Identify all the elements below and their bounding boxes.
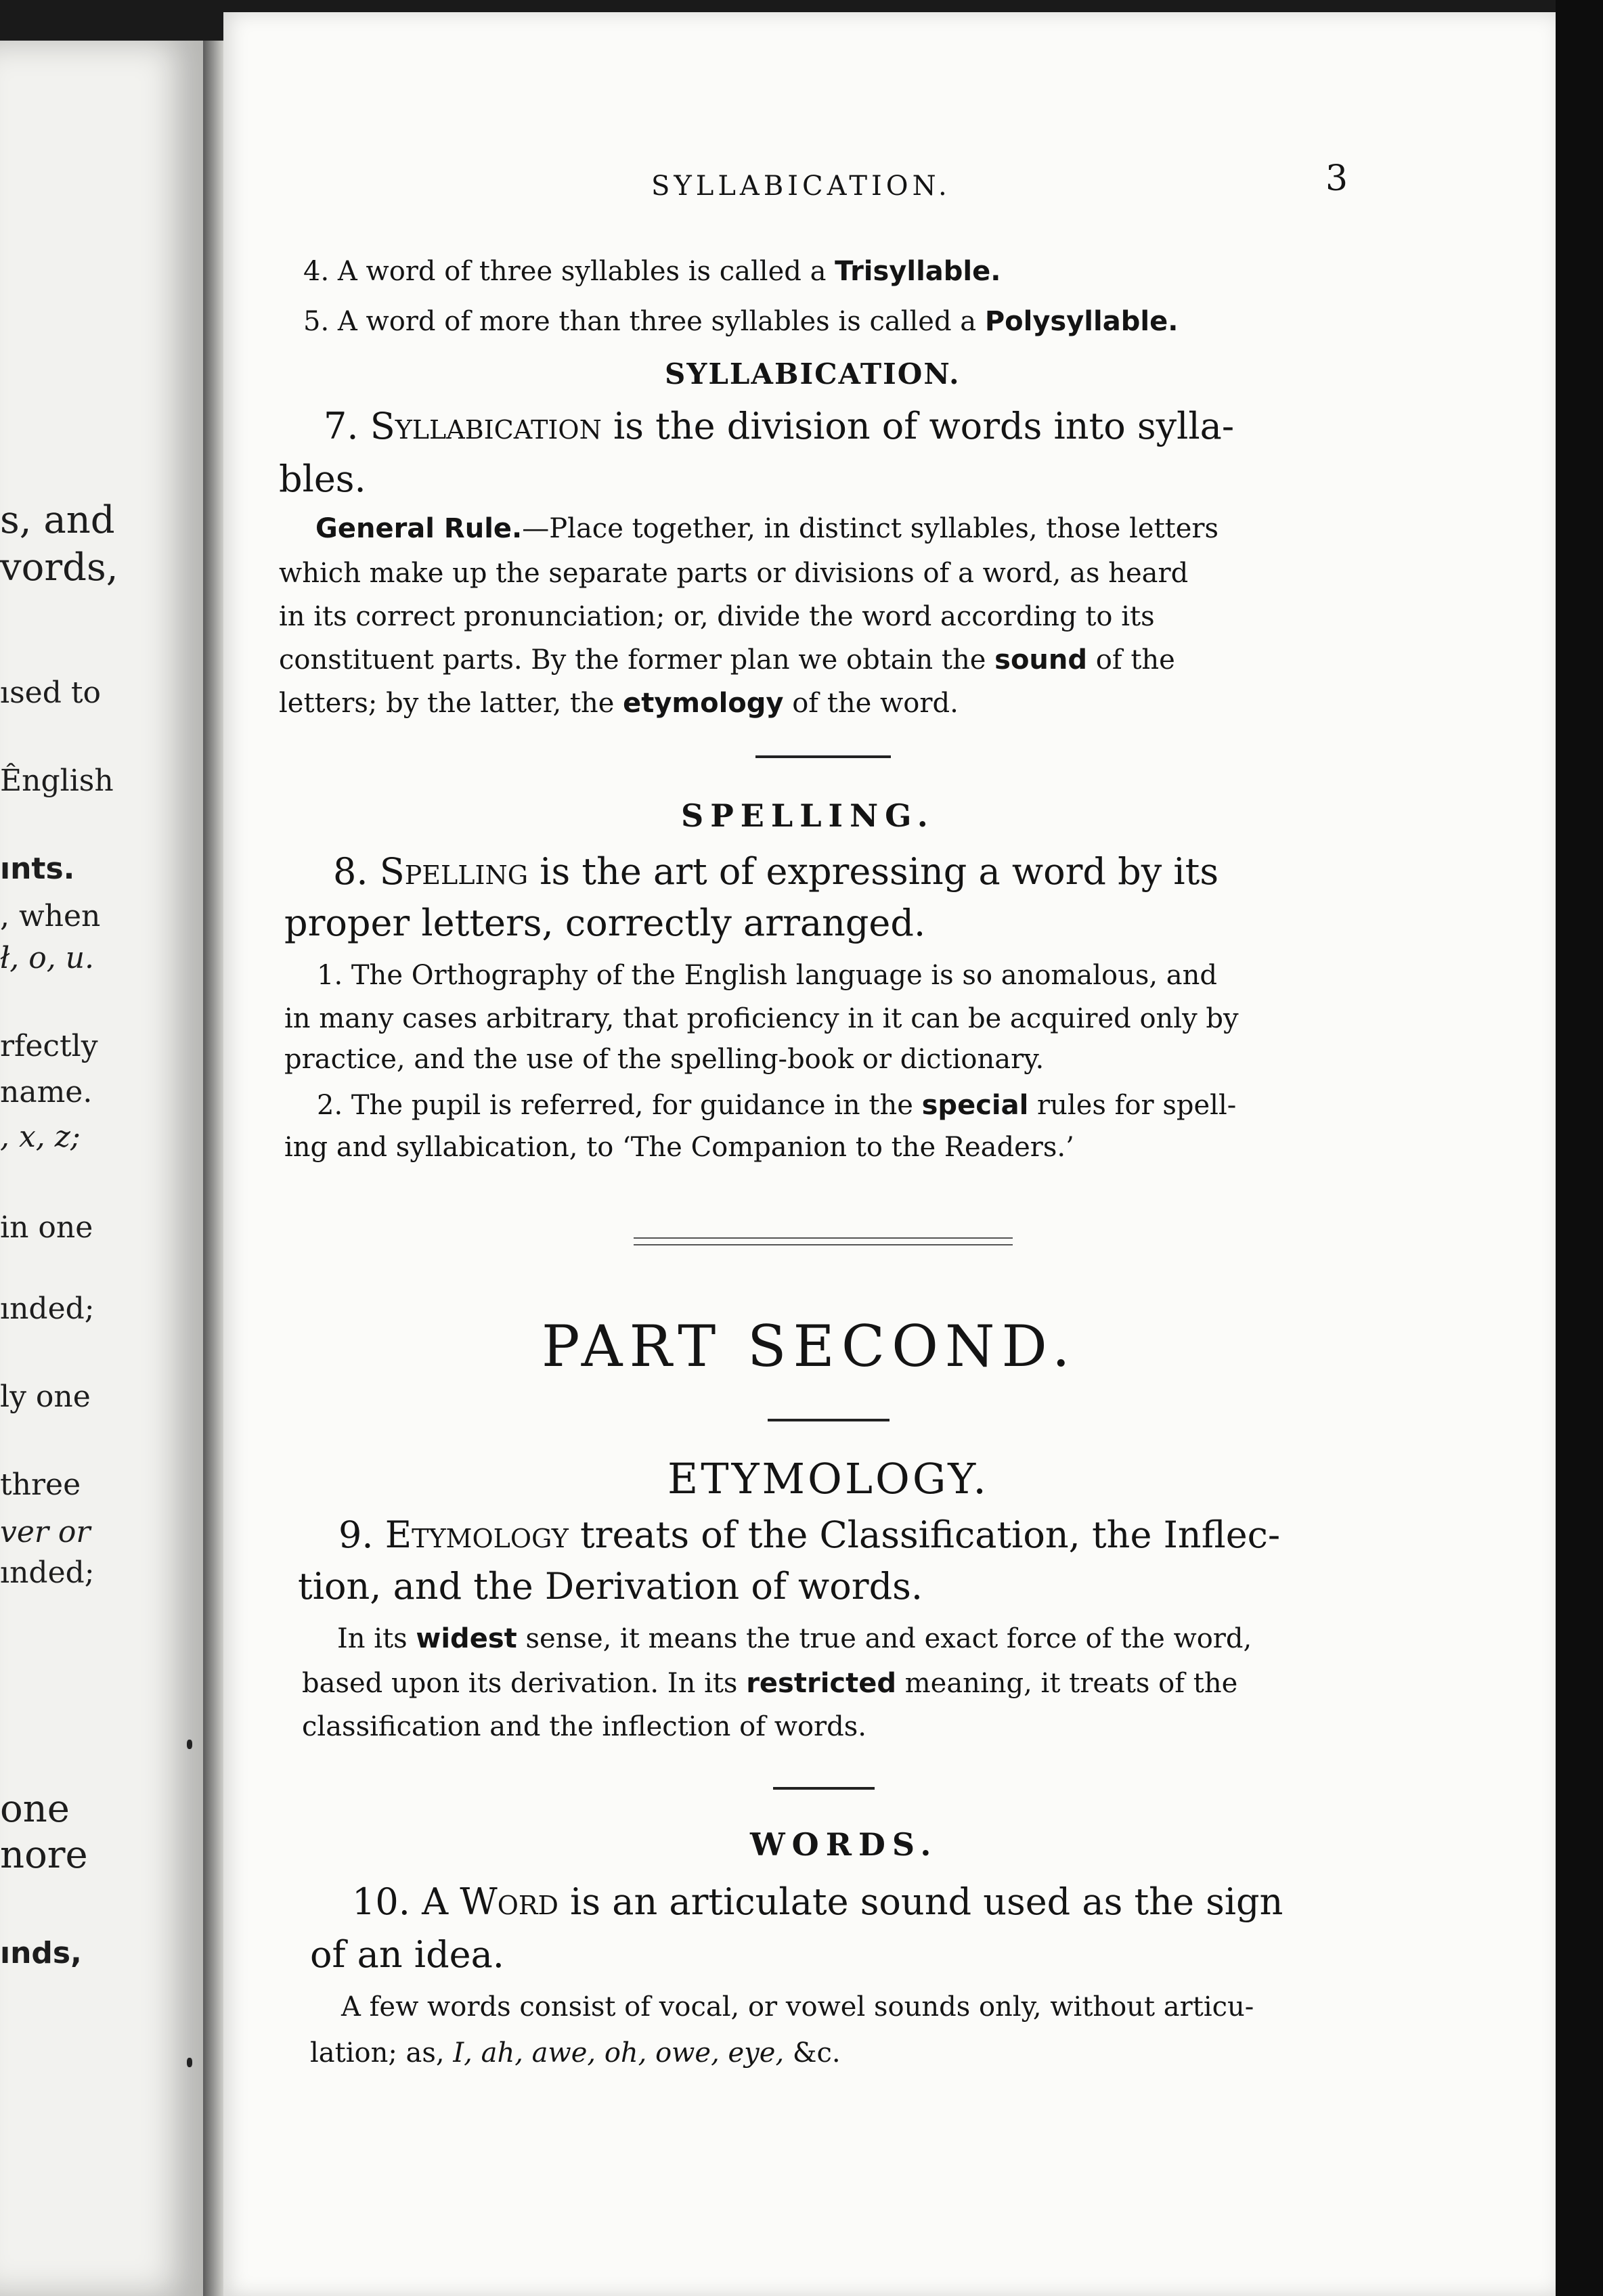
general-rule-line2: which make up the separate parts or divisions of a word, as heard [279, 558, 1189, 589]
left-fragment: s, and [0, 498, 115, 542]
left-fragment: ly one [0, 1379, 91, 1414]
term-word: A Word [422, 1880, 558, 1923]
spelling-note-1-line3: practice, and the use of the spelling-book or dictionary. [284, 1044, 1045, 1075]
spelling-note-1-line1: 1. The Orthography of the English language is so anomalous, and [317, 960, 1218, 991]
spelling-note-2-line1: 2. The pupil is referred, for guidance in the special rules for spell- [317, 1090, 1237, 1121]
etymology-note-line3: classification and the inflection of words. [302, 1711, 867, 1742]
page-number: 3 [1325, 158, 1348, 199]
item-4: 4. A word of three syllables is called a Trisyllable. [303, 256, 1001, 287]
general-rule-line5: letters; by the latter, the etymology of the word. [279, 688, 959, 719]
example-words: I, ah, awe, oh, owe, eye, [453, 2037, 785, 2069]
definition-8-line1: 8. Spelling is the art of expressing a word by its [333, 850, 1219, 893]
definition-7-line1: 7. Syllabication is the division of words into sylla- [324, 405, 1235, 447]
definition-9-line2: tion, and the Derivation of words. [298, 1565, 923, 1608]
term-trisyllable: Trisyllable. [835, 256, 1001, 287]
left-fragment: ınded; [0, 1292, 95, 1326]
general-rule-line3: in its correct pronunciation; or, divide the word according to its [279, 601, 1155, 632]
left-fragment: name. [0, 1075, 93, 1109]
left-fragment: ł, o, u. [0, 941, 95, 975]
definition-10-line2: of an idea. [310, 1933, 504, 1976]
term-polysyllable: Polysyllable. [984, 306, 1179, 337]
rule-label: General Rule. [315, 513, 523, 544]
punch-mark [187, 2058, 192, 2067]
definition-9-line1: 9. Etymology treats of the Classification, the Inflec- [338, 1514, 1281, 1556]
general-rule-line4: constituent parts. By the former plan we obtain the sound of the [279, 644, 1175, 676]
left-fragment: rfectly [0, 1029, 98, 1063]
left-fragment: vords, [0, 546, 118, 590]
left-fragment: ınded; [0, 1555, 95, 1590]
left-fragment: , when [0, 899, 101, 933]
left-fragment: in one [0, 1210, 93, 1245]
spelling-note-1-line2: in many cases arbitrary, that proficiency in it can be acquired only by [284, 1003, 1239, 1034]
term-syllabication: Syllabication [370, 405, 602, 447]
spelling-note-2-line2: ing and syllabication, to ‘The Companion to the Readers.’ [284, 1132, 1074, 1163]
etymology-note-line1: In its widest sense, it means the true and exact force of the word, [337, 1623, 1252, 1654]
section-heading-syllabication: SYLLABICATION. [665, 357, 961, 391]
term-etymology: Etymology [385, 1514, 569, 1556]
page-edge-shadow [1556, 0, 1603, 2296]
left-fragment: Ênglish [0, 764, 114, 798]
part-divider [634, 1237, 1013, 1245]
section-divider [773, 1787, 875, 1790]
general-rule-line1: General Rule.—Place together, in distinct syllables, those letters [315, 513, 1219, 544]
left-fragment: , x, z; [0, 1120, 81, 1154]
item-5: 5. A word of more than three syllables is called a Polysyllable. [303, 306, 1179, 337]
etymology-note-line2: based upon its derivation. In its restricted meaning, it treats of the [302, 1668, 1238, 1699]
running-head: SYLLABICATION. [651, 171, 951, 202]
left-fragment: three [0, 1467, 81, 1502]
part-heading: PART SECOND. [542, 1313, 1077, 1379]
section-heading-etymology: ETYMOLOGY. [667, 1454, 989, 1503]
right-page [223, 12, 1556, 2296]
section-heading-spelling: SPELLING. [681, 797, 935, 834]
left-fragment: nore [0, 1833, 88, 1877]
left-fragment: ınds, [0, 1936, 82, 1970]
punch-mark [187, 1740, 192, 1749]
words-note-line1: A few words consist of vocal, or vowel sounds only, without articu- [341, 1991, 1254, 2023]
left-fragment: ınts. [0, 852, 75, 886]
section-divider [768, 1419, 890, 1421]
definition-8-line2: proper letters, correctly arranged. [284, 902, 926, 944]
words-note-line2: lation; as, I, ah, awe, oh, owe, eye, &c. [310, 2037, 841, 2069]
left-fragment: ısed to [0, 676, 102, 710]
book-gutter [203, 41, 223, 2296]
section-divider [755, 755, 891, 758]
section-heading-words: WORDS. [750, 1826, 938, 1863]
left-fragment: one [0, 1787, 70, 1831]
definition-7-line2: bles. [279, 458, 366, 500]
term-spelling: Spelling [379, 850, 529, 893]
left-page [0, 41, 203, 2296]
definition-10-line1: 10. A Word is an articulate sound used as the sign [352, 1880, 1283, 1923]
left-fragment: ver or [0, 1515, 91, 1549]
